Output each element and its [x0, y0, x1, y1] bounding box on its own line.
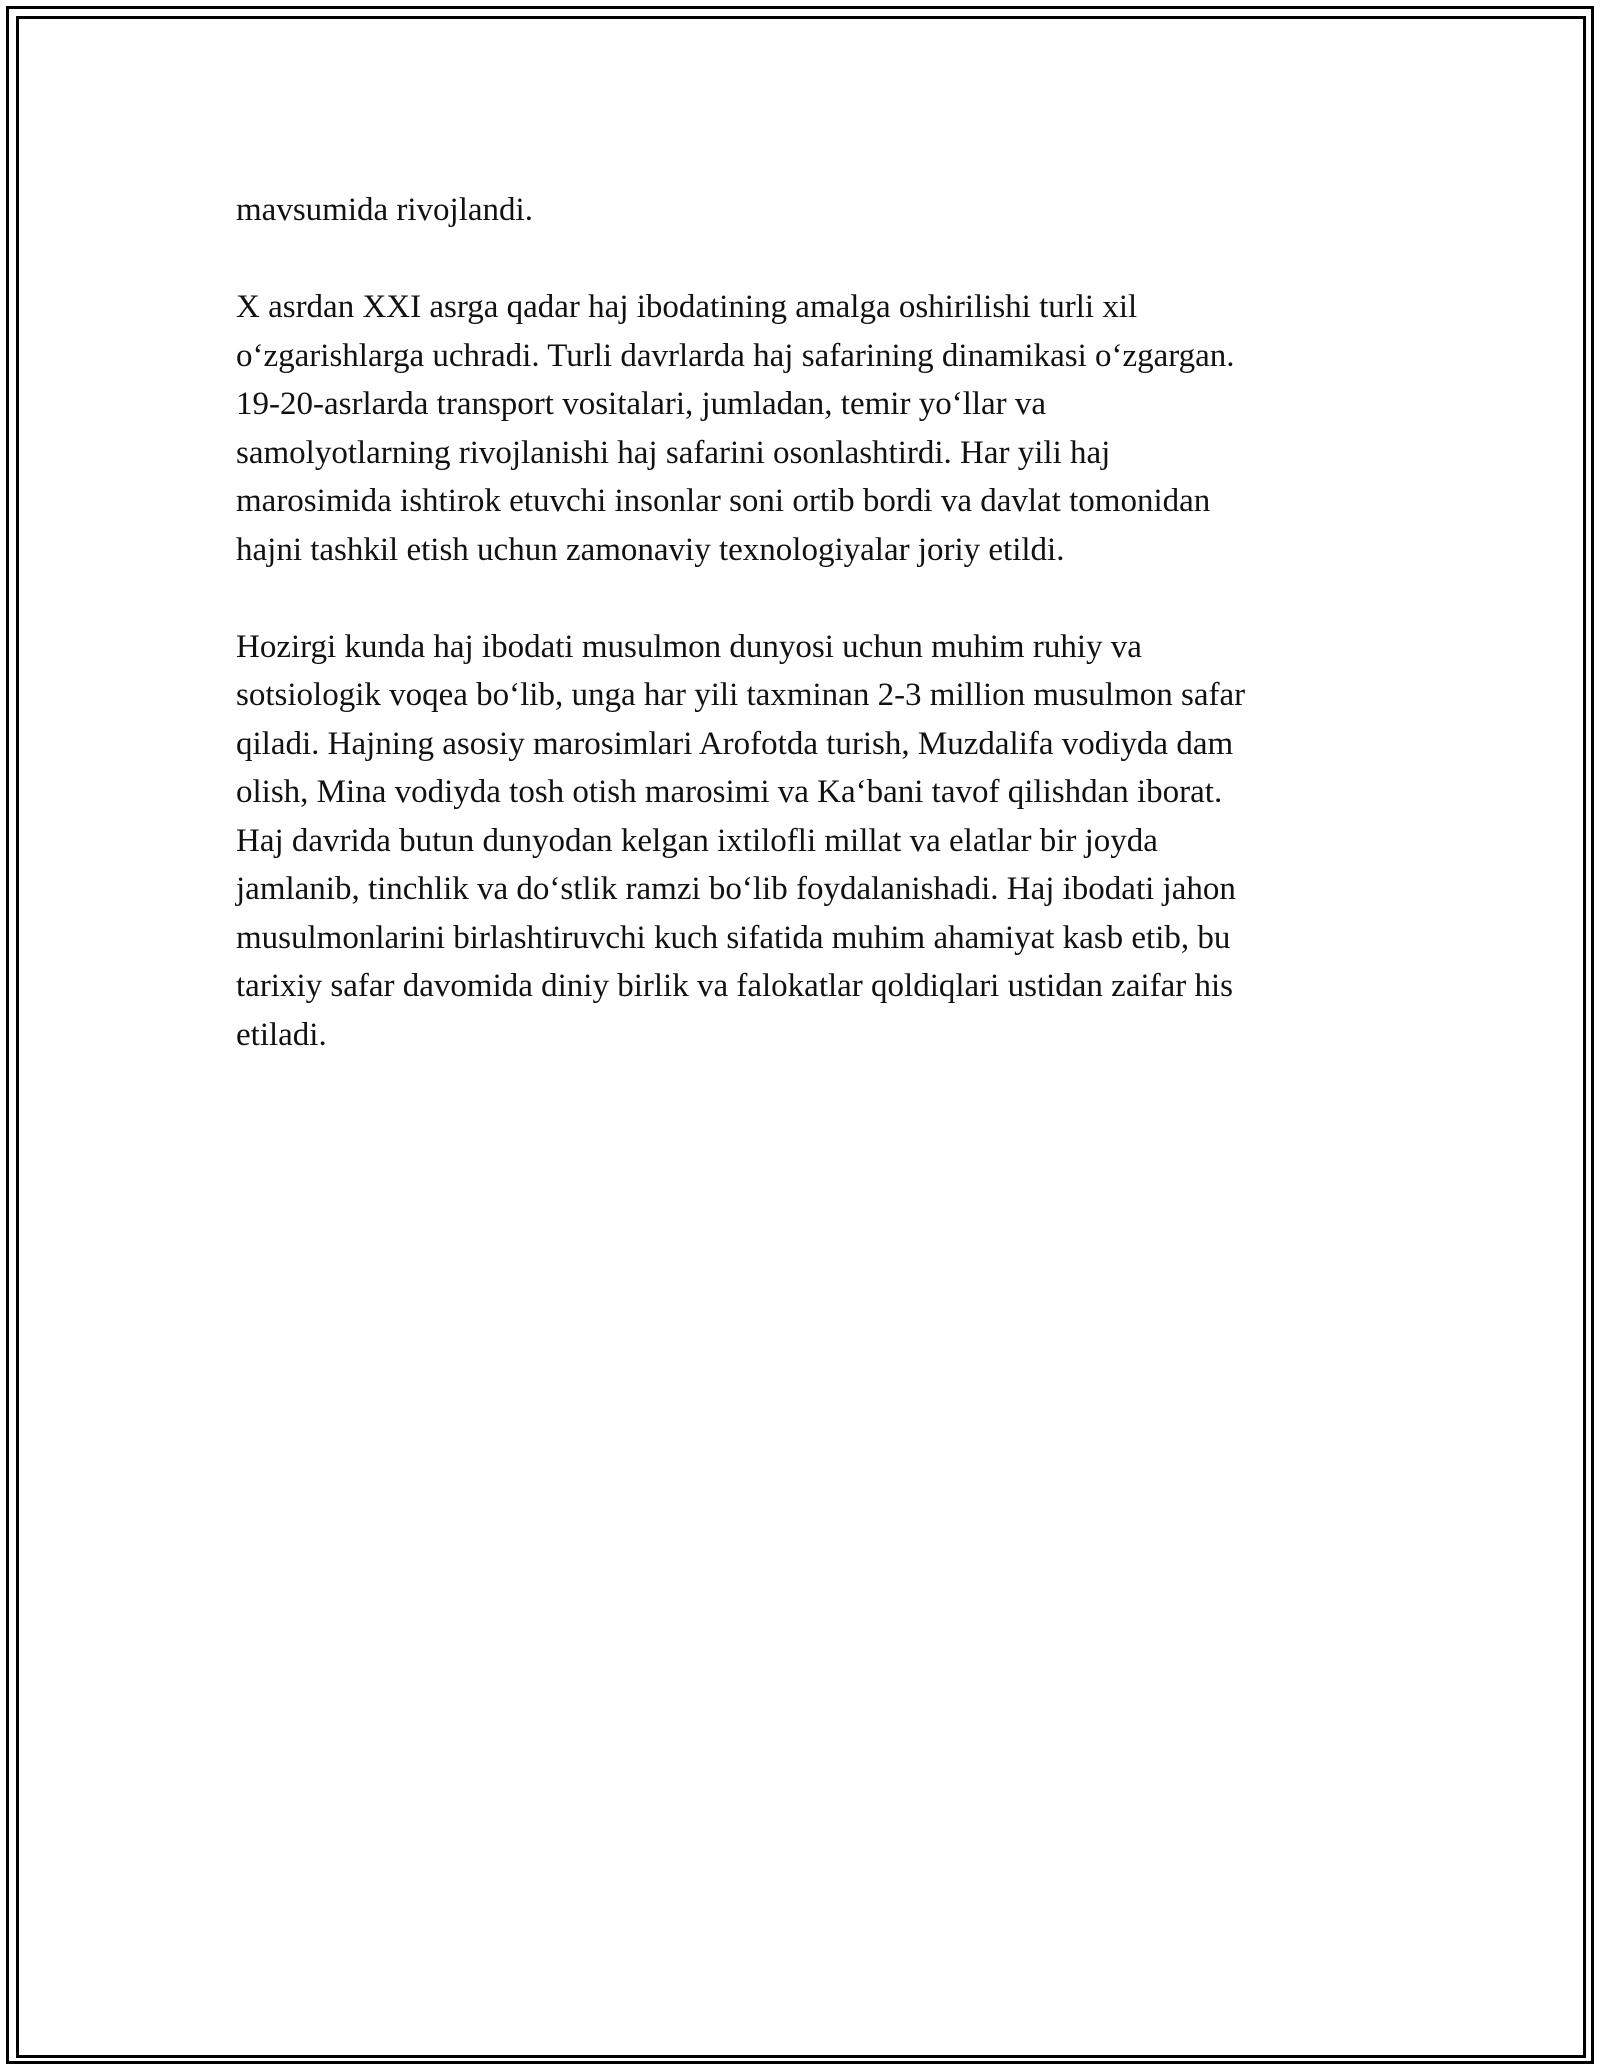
paragraph-1: mavsumida rivojlandi. — [236, 192, 533, 228]
document-body — [236, 186, 1366, 1108]
paragraph-2: X asrdan XXI asrga qadar haj ibodatining amalga oshirilishi turli xil o‘zgarishlarga uchradi. Turli davrlarda haj safarining dinamikasi o‘zgargan. 19-20-asrlarda transport vositalari, jumladan, temir yo‘llar va samolyotlarning rivojlanishi haj safarini osonlashtirdi. Har yili haj marosimida ishtirok etuvchi insonlar soni ortib bordi va davlat tomonidan hajni tashkil etish uchun zamonaviy texnologiyalar joriy etildi. — [236, 289, 1235, 568]
paragraph-3: Hozirgi kunda haj ibodati musulmon dunyosi uchun muhim ruhiy va sotsiologik voqea bo‘lib, unga har yili taxminan 2-3 million musulmon safar qiladi. Hajning asosiy marosimlari Arofotda turish, Muzdalifa vodiyda dam olish, Mina vodiyda tosh otish marosimi va Ka‘bani tavof qilishdan iborat. Haj davrida butun dunyodan kelgan ixtilofli millat va elatlar bir joyda jamlanib, tinchlik va do‘stlik ramzi bo‘lib foydalanishadi. Haj ibodati jahon musulmonlarini birlashtiruvchi kuch sifatida muhim ahamiyat kasb etib, bu tarixiy safar davomida diniy birlik va falokatlar qoldiqlari ustidan zaifar his etiladi. — [236, 628, 1246, 1053]
